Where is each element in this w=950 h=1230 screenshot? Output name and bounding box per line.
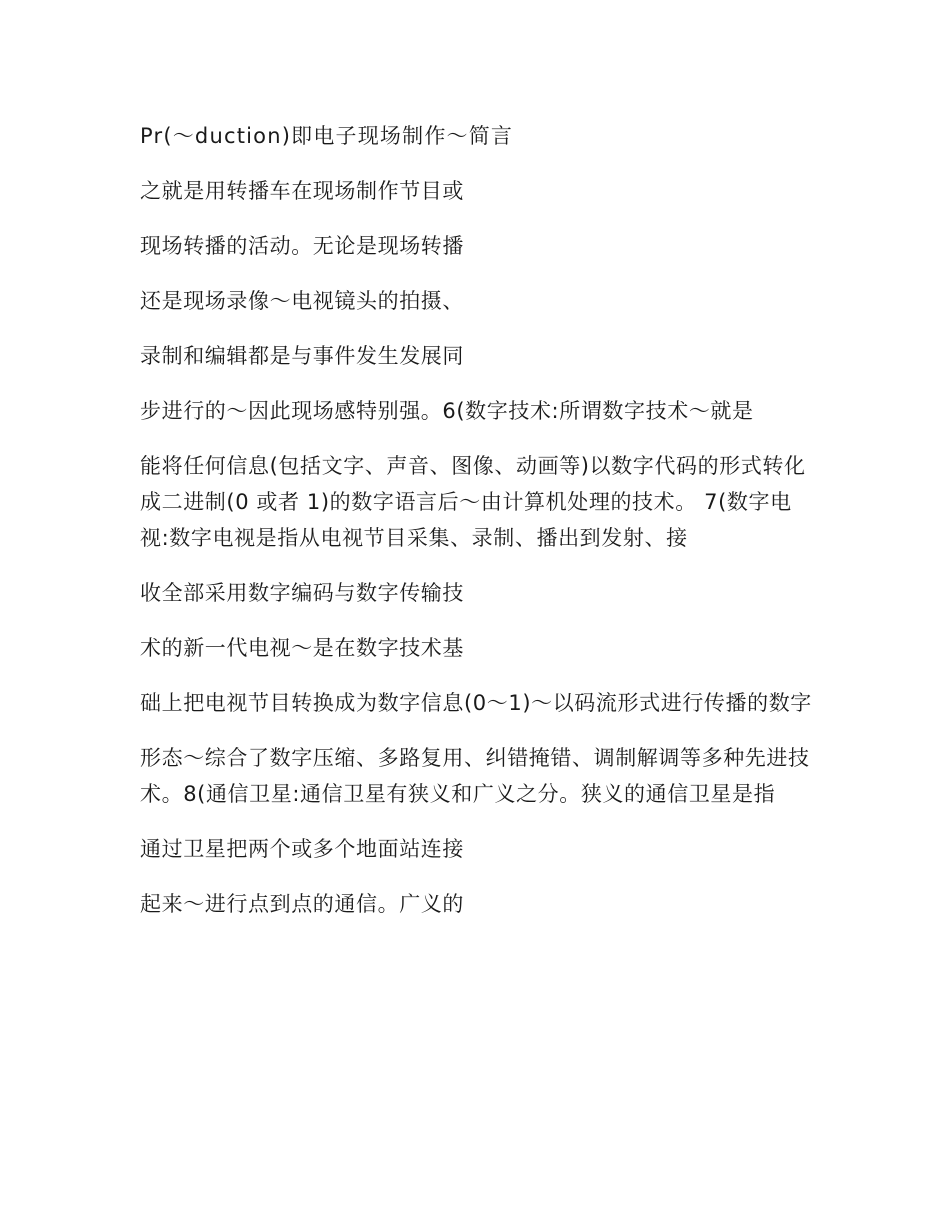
paragraph-10: 础上把电视节目转换成为数字信息(0～1)～以码流形式进行传播的数字 — [140, 691, 812, 715]
paragraph-13: 起来～进行点到点的通信。广义的 — [140, 892, 464, 916]
paragraph-11: 形态～综合了数字压缩、多路复用、纠错掩错、调制解调等多种先进技术。8(通信卫星:通信卫星有狭义和广义之分。狭义的通信卫星是指 — [140, 746, 810, 806]
paragraph-8: 收全部采用数字编码与数字传输技 — [140, 581, 464, 605]
paragraph-9: 术的新一代电视～是在数字技术基 — [140, 636, 464, 660]
paragraph-7: 能将任何信息(包括文字、声音、图像、动画等)以数字代码的形式转化成二进制(0 或者 1)的数字语言后～由计算机处理的技术。 7(数字电视:数字电视是指从电视节目采集、录制、播出到发射、接 — [140, 454, 806, 550]
paragraph-12: 通过卫星把两个或多个地面站连接 — [140, 837, 464, 861]
paragraph-6: 步进行的～因此现场感特别强。6(数字技术:所谓数字技术～就是 — [140, 399, 754, 423]
document-body — [140, 118, 820, 941]
paragraph-2: 之就是用转播车在现场制作节目或 — [140, 179, 464, 203]
paragraph-5: 录制和编辑都是与事件发生发展同 — [140, 344, 464, 368]
paragraph-3: 现场转播的活动。无论是现场转播 — [140, 234, 464, 258]
paragraph-4: 还是现场录像～电视镜头的拍摄、 — [140, 289, 464, 313]
paragraph-1: Pr(～duction)即电子现场制作～简言 — [140, 124, 514, 148]
